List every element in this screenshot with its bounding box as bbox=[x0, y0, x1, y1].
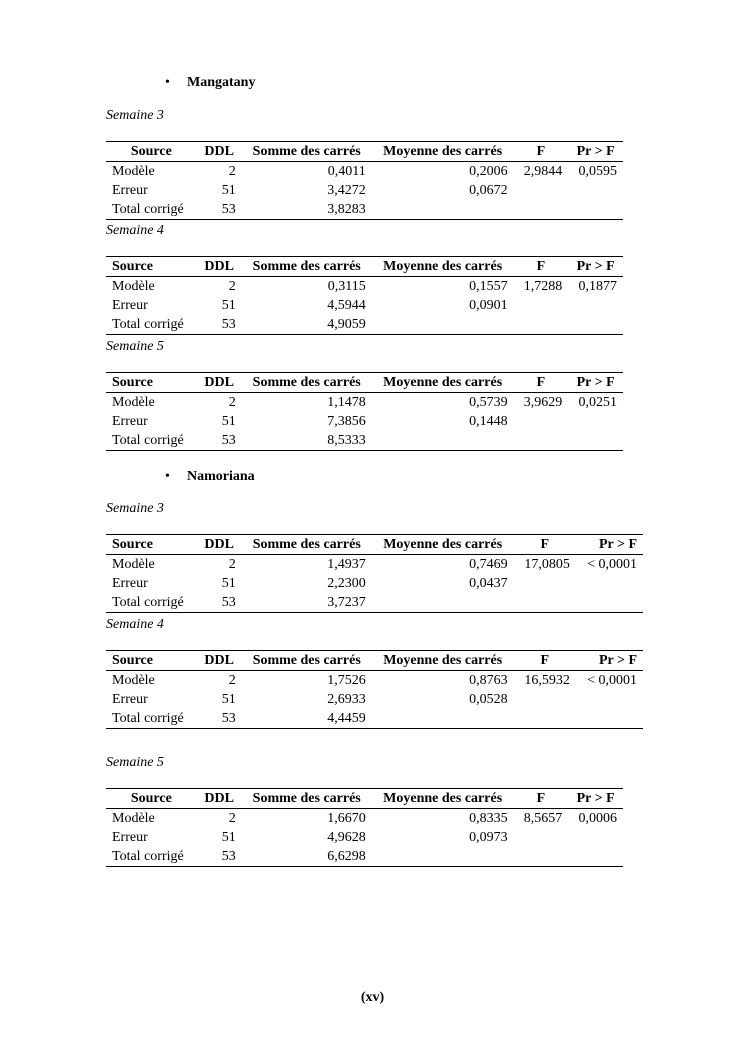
header-ddl: DDL bbox=[197, 651, 242, 671]
table-row bbox=[106, 555, 643, 575]
cell-p-value bbox=[568, 431, 623, 451]
cell-sum-squares: 3,4272 bbox=[327, 183, 366, 198]
cell-mean-squares bbox=[372, 315, 514, 335]
header-sum-squares: Somme des carrés bbox=[242, 535, 372, 555]
anova-table bbox=[106, 534, 643, 613]
cell-f bbox=[514, 709, 576, 729]
cell-p-value bbox=[568, 315, 623, 335]
cell-p-value bbox=[568, 200, 623, 220]
cell-f bbox=[514, 690, 576, 709]
header-sum-squares: Somme des carrés bbox=[242, 373, 372, 393]
header-source: Source bbox=[106, 535, 197, 555]
cell-source: Erreur bbox=[112, 692, 148, 707]
cell-p-value: < 0,0001 bbox=[587, 557, 637, 572]
cell-p-value: 0,1877 bbox=[578, 279, 617, 294]
cell-sum-squares: 3,8283 bbox=[327, 202, 366, 217]
section-title: Namoriana bbox=[187, 469, 255, 484]
week-label: Semaine 4 bbox=[106, 617, 164, 632]
cell-source: Erreur bbox=[112, 298, 148, 313]
cell-mean-squares: 0,0437 bbox=[469, 576, 508, 591]
cell-source: Erreur bbox=[112, 830, 148, 845]
cell-mean-squares: 0,5739 bbox=[469, 395, 508, 410]
cell-ddl: 53 bbox=[221, 849, 236, 864]
cell-mean-squares bbox=[372, 709, 514, 729]
table-header-row bbox=[106, 789, 623, 809]
header-p-value: Pr > F bbox=[568, 142, 623, 162]
table-row bbox=[106, 277, 623, 297]
cell-mean-squares: 0,0528 bbox=[469, 692, 508, 707]
cell-f: 3,9629 bbox=[523, 395, 563, 410]
anova-table bbox=[106, 141, 623, 220]
header-p-value: Pr > F bbox=[568, 257, 623, 277]
cell-f: 17,0805 bbox=[524, 557, 570, 572]
cell-source: Total corrigé bbox=[112, 849, 184, 864]
cell-ddl: 53 bbox=[221, 317, 236, 332]
cell-sum-squares: 0,4011 bbox=[327, 164, 366, 179]
week-label: Semaine 4 bbox=[106, 223, 164, 238]
table-row bbox=[106, 671, 643, 691]
cell-ddl: 2 bbox=[228, 811, 236, 826]
cell-source: Total corrigé bbox=[112, 595, 184, 610]
cell-ddl: 2 bbox=[228, 557, 236, 572]
header-p-value: Pr > F bbox=[576, 535, 643, 555]
table-header-row bbox=[106, 651, 643, 671]
table-row bbox=[106, 828, 623, 847]
anova-table bbox=[106, 788, 623, 867]
cell-sum-squares: 2,2300 bbox=[327, 576, 366, 591]
section-heading-namoriana bbox=[165, 469, 255, 485]
week-label: Semaine 5 bbox=[106, 755, 164, 770]
header-f: F bbox=[514, 789, 569, 809]
header-ddl: DDL bbox=[197, 257, 242, 277]
cell-mean-squares: 0,1448 bbox=[469, 414, 508, 429]
cell-ddl: 51 bbox=[221, 576, 236, 591]
cell-source: Modèle bbox=[112, 557, 155, 572]
header-mean-squares: Moyenne des carrés bbox=[372, 651, 514, 671]
table-row bbox=[106, 709, 643, 729]
header-ddl: DDL bbox=[197, 142, 242, 162]
header-ddl: DDL bbox=[197, 535, 242, 555]
table-row bbox=[106, 162, 623, 182]
cell-mean-squares bbox=[372, 593, 514, 613]
table-row bbox=[106, 593, 643, 613]
cell-p-value bbox=[576, 593, 643, 613]
cell-mean-squares bbox=[372, 847, 514, 867]
cell-ddl: 51 bbox=[221, 298, 236, 313]
cell-ddl: 51 bbox=[221, 414, 236, 429]
table-row bbox=[106, 412, 623, 431]
cell-ddl: 2 bbox=[228, 164, 236, 179]
cell-source: Erreur bbox=[112, 183, 148, 198]
cell-f bbox=[514, 181, 569, 200]
cell-mean-squares: 0,7469 bbox=[469, 557, 508, 572]
table-header-row bbox=[106, 373, 623, 393]
cell-ddl: 51 bbox=[221, 183, 236, 198]
cell-ddl: 51 bbox=[221, 692, 236, 707]
table-row bbox=[106, 847, 623, 867]
cell-f bbox=[514, 593, 576, 613]
cell-f: 1,7288 bbox=[523, 279, 563, 294]
cell-source: Modèle bbox=[112, 673, 155, 688]
cell-source: Modèle bbox=[112, 395, 155, 410]
cell-source: Total corrigé bbox=[112, 202, 184, 217]
header-sum-squares: Somme des carrés bbox=[242, 651, 372, 671]
cell-source: Total corrigé bbox=[112, 433, 184, 448]
cell-p-value bbox=[568, 847, 623, 867]
cell-f bbox=[514, 431, 569, 451]
cell-sum-squares: 1,7526 bbox=[327, 673, 366, 688]
table-row bbox=[106, 181, 623, 200]
cell-f: 8,5657 bbox=[523, 811, 563, 826]
cell-p-value bbox=[568, 296, 623, 315]
cell-sum-squares: 3,7237 bbox=[327, 595, 366, 610]
header-mean-squares: Moyenne des carrés bbox=[372, 257, 514, 277]
cell-mean-squares bbox=[372, 200, 514, 220]
cell-ddl: 2 bbox=[228, 673, 236, 688]
header-source: Source bbox=[106, 651, 197, 671]
table-row bbox=[106, 574, 643, 593]
cell-f bbox=[514, 574, 576, 593]
cell-sum-squares: 4,5944 bbox=[327, 298, 366, 313]
table-row bbox=[106, 296, 623, 315]
cell-f bbox=[514, 296, 569, 315]
week-label: Semaine 3 bbox=[106, 108, 164, 123]
anova-table bbox=[106, 372, 623, 451]
cell-f bbox=[514, 200, 569, 220]
bullet-icon: • bbox=[165, 469, 170, 484]
header-f: F bbox=[514, 142, 569, 162]
cell-mean-squares: 0,0672 bbox=[469, 183, 508, 198]
cell-mean-squares: 0,0973 bbox=[469, 830, 508, 845]
header-sum-squares: Somme des carrés bbox=[242, 257, 372, 277]
cell-sum-squares: 4,9628 bbox=[327, 830, 366, 845]
cell-p-value bbox=[576, 709, 643, 729]
cell-sum-squares: 1,4937 bbox=[327, 557, 366, 572]
header-source: Source bbox=[106, 142, 197, 162]
cell-mean-squares bbox=[372, 431, 514, 451]
cell-ddl: 51 bbox=[221, 830, 236, 845]
cell-source: Erreur bbox=[112, 576, 148, 591]
cell-f bbox=[514, 315, 569, 335]
header-ddl: DDL bbox=[197, 789, 242, 809]
anova-table bbox=[106, 256, 623, 335]
week-label: Semaine 3 bbox=[106, 501, 164, 516]
header-p-value: Pr > F bbox=[576, 651, 643, 671]
cell-f: 16,5932 bbox=[524, 673, 570, 688]
cell-sum-squares: 1,1478 bbox=[327, 395, 366, 410]
header-source: Source bbox=[106, 789, 197, 809]
cell-p-value bbox=[568, 181, 623, 200]
cell-f: 2,9844 bbox=[523, 164, 563, 179]
cell-p-value: 0,0251 bbox=[578, 395, 617, 410]
section-title: Mangatany bbox=[187, 75, 256, 90]
cell-mean-squares: 0,0901 bbox=[469, 298, 508, 313]
week-label: Semaine 5 bbox=[106, 339, 164, 354]
cell-ddl: 53 bbox=[221, 711, 236, 726]
cell-p-value bbox=[568, 412, 623, 431]
page-number: (xv) bbox=[360, 990, 385, 1005]
table-row bbox=[106, 809, 623, 829]
cell-sum-squares: 8,5333 bbox=[327, 433, 366, 448]
table-row bbox=[106, 315, 623, 335]
cell-source: Erreur bbox=[112, 414, 148, 429]
header-p-value: Pr > F bbox=[568, 373, 623, 393]
header-f: F bbox=[514, 257, 569, 277]
cell-source: Modèle bbox=[112, 279, 155, 294]
cell-sum-squares: 4,9059 bbox=[327, 317, 366, 332]
cell-ddl: 53 bbox=[221, 595, 236, 610]
cell-sum-squares: 7,3856 bbox=[327, 414, 366, 429]
table-row bbox=[106, 690, 643, 709]
cell-f bbox=[514, 828, 569, 847]
header-p-value: Pr > F bbox=[568, 789, 623, 809]
section-heading-mangatany bbox=[165, 75, 256, 91]
header-source: Source bbox=[106, 257, 197, 277]
cell-p-value: 0,0006 bbox=[578, 811, 617, 826]
cell-source: Total corrigé bbox=[112, 317, 184, 332]
cell-ddl: 53 bbox=[221, 433, 236, 448]
table-header-row bbox=[106, 142, 623, 162]
table-row bbox=[106, 431, 623, 451]
table-header-row bbox=[106, 257, 623, 277]
header-source: Source bbox=[106, 373, 197, 393]
cell-mean-squares: 0,8335 bbox=[469, 811, 508, 826]
header-sum-squares: Somme des carrés bbox=[242, 789, 372, 809]
cell-f bbox=[514, 847, 569, 867]
table-row bbox=[106, 200, 623, 220]
table-header-row bbox=[106, 535, 643, 555]
header-mean-squares: Moyenne des carrés bbox=[372, 142, 514, 162]
header-mean-squares: Moyenne des carrés bbox=[372, 789, 514, 809]
header-mean-squares: Moyenne des carrés bbox=[372, 373, 514, 393]
cell-source: Modèle bbox=[112, 164, 155, 179]
cell-sum-squares: 6,6298 bbox=[327, 849, 366, 864]
cell-p-value bbox=[576, 574, 643, 593]
cell-source: Modèle bbox=[112, 811, 155, 826]
cell-sum-squares: 1,6670 bbox=[327, 811, 366, 826]
cell-mean-squares: 0,8763 bbox=[469, 673, 508, 688]
cell-ddl: 2 bbox=[228, 279, 236, 294]
cell-mean-squares: 0,2006 bbox=[469, 164, 508, 179]
cell-sum-squares: 0,3115 bbox=[327, 279, 366, 294]
cell-mean-squares: 0,1557 bbox=[469, 279, 508, 294]
header-f: F bbox=[514, 535, 576, 555]
table-row bbox=[106, 393, 623, 413]
cell-source: Total corrigé bbox=[112, 711, 184, 726]
anova-table bbox=[106, 650, 643, 729]
bullet-icon: • bbox=[165, 75, 170, 90]
cell-p-value bbox=[576, 690, 643, 709]
header-f: F bbox=[514, 373, 569, 393]
header-ddl: DDL bbox=[197, 373, 242, 393]
cell-p-value bbox=[568, 828, 623, 847]
cell-f bbox=[514, 412, 569, 431]
header-mean-squares: Moyenne des carrés bbox=[372, 535, 514, 555]
cell-ddl: 53 bbox=[221, 202, 236, 217]
header-sum-squares: Somme des carrés bbox=[242, 142, 372, 162]
cell-ddl: 2 bbox=[228, 395, 236, 410]
header-f: F bbox=[514, 651, 576, 671]
cell-sum-squares: 4,4459 bbox=[327, 711, 366, 726]
cell-p-value: < 0,0001 bbox=[587, 673, 637, 688]
cell-sum-squares: 2,6933 bbox=[327, 692, 366, 707]
cell-p-value: 0,0595 bbox=[578, 164, 617, 179]
